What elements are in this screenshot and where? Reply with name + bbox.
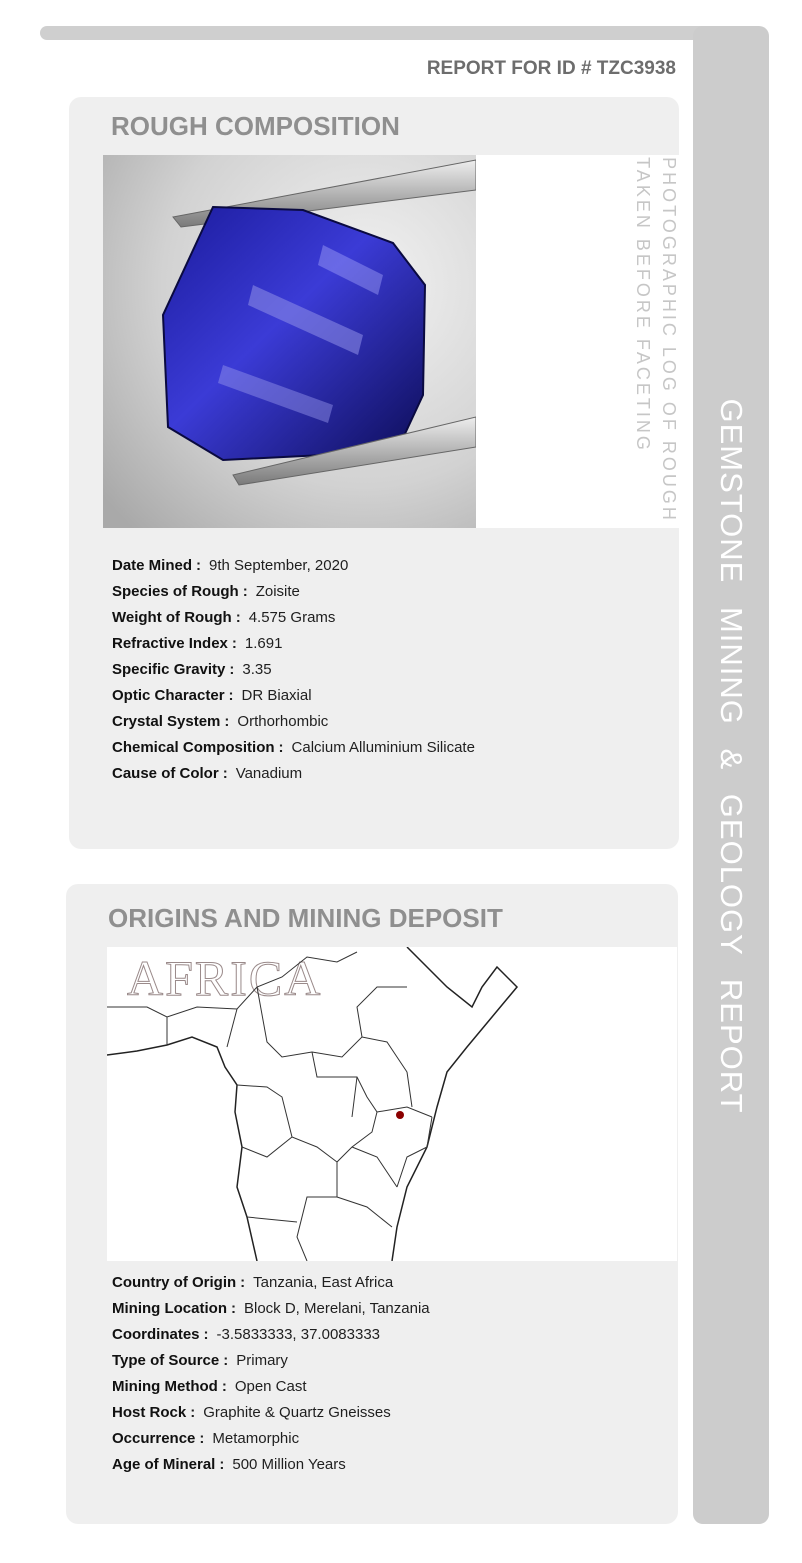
property-label: Species of Rough bbox=[112, 583, 239, 600]
property-value: 9th September, 2020 bbox=[209, 557, 349, 574]
property-value: Tanzania, East Africa bbox=[253, 1274, 394, 1291]
property-label: Weight of Rough bbox=[112, 609, 232, 626]
africa-map bbox=[107, 947, 677, 1261]
side-banner-title: GEMSTONE MINING & GEOLOGY REPORT bbox=[714, 398, 749, 1114]
property-value: Primary bbox=[236, 1352, 288, 1369]
property-value: Orthorhombic bbox=[237, 713, 329, 730]
property-row: Chemical Composition : Calcium Alluminium Silicate bbox=[112, 739, 475, 756]
property-value: Graphite & Quartz Gneisses bbox=[203, 1404, 391, 1421]
property-value: Metamorphic bbox=[212, 1430, 300, 1447]
property-value: 1.691 bbox=[244, 635, 283, 652]
property-row: Cause of Color : Vanadium bbox=[112, 765, 303, 782]
property-label: Country of Origin bbox=[112, 1274, 237, 1291]
property-value: Calcium Alluminium Silicate bbox=[291, 739, 475, 756]
property-row: Species of Rough : Zoisite bbox=[112, 583, 300, 600]
property-value: 4.575 Grams bbox=[248, 609, 336, 626]
origin-properties-list bbox=[112, 1270, 430, 1478]
map-label: AFRICA bbox=[127, 950, 323, 1006]
property-label: Specific Gravity bbox=[112, 661, 226, 678]
photo-caption bbox=[630, 157, 682, 523]
property-value: DR Biaxial bbox=[241, 687, 312, 704]
property-value: Vanadium bbox=[235, 765, 303, 782]
property-label: Refractive Index bbox=[112, 635, 228, 652]
property-value: -3.5833333, 37.0083333 bbox=[216, 1326, 380, 1343]
top-divider-bar bbox=[40, 26, 730, 40]
property-row: Crystal System : Orthorhombic bbox=[112, 713, 329, 730]
property-value: 500 Million Years bbox=[232, 1456, 346, 1473]
property-label: Type of Source bbox=[112, 1352, 220, 1369]
property-row: Specific Gravity : 3.35 bbox=[112, 661, 272, 678]
side-banner-title-wrap bbox=[693, 26, 769, 1524]
property-row: Occurrence : Metamorphic bbox=[112, 1430, 300, 1447]
property-label: Crystal System bbox=[112, 713, 221, 730]
property-row: Country of Origin : Tanzania, East Africa bbox=[112, 1274, 394, 1291]
property-value: Block D, Merelani, Tanzania bbox=[243, 1300, 430, 1317]
rough-composition-title: ROUGH COMPOSITION bbox=[111, 111, 400, 141]
property-row: Weight of Rough : 4.575 Grams bbox=[112, 609, 336, 626]
property-value: 3.35 bbox=[242, 661, 272, 678]
origins-title: ORIGINS AND MINING DEPOSIT bbox=[108, 903, 503, 933]
property-row: Age of Mineral : 500 Million Years bbox=[112, 1456, 346, 1473]
property-row: Mining Location : Block D, Merelani, Tanzania bbox=[112, 1300, 430, 1317]
property-label: Chemical Composition bbox=[112, 739, 275, 756]
property-value: Open Cast bbox=[234, 1378, 307, 1395]
property-label: Optic Character bbox=[112, 687, 225, 704]
photo-caption-line-1: PHOTOGRAPHIC LOG OF ROUGH bbox=[659, 157, 679, 523]
property-label: Mining Location bbox=[112, 1300, 227, 1317]
report-id: REPORT FOR ID # TZC3938 bbox=[426, 58, 676, 79]
property-label: Date Mined bbox=[112, 557, 193, 574]
property-row: Mining Method : Open Cast bbox=[112, 1378, 307, 1395]
property-label: Host Rock bbox=[112, 1404, 187, 1421]
property-label: Age of Mineral bbox=[112, 1456, 216, 1473]
property-label: Coordinates bbox=[112, 1326, 200, 1343]
property-row: Coordinates : -3.5833333, 37.0083333 bbox=[112, 1326, 380, 1343]
mining-location-marker bbox=[396, 1111, 404, 1119]
property-label: Occurrence bbox=[112, 1430, 196, 1447]
property-row: Date Mined : 9th September, 2020 bbox=[112, 557, 349, 574]
property-row: Host Rock : Graphite & Quartz Gneisses bbox=[112, 1404, 391, 1421]
photo-caption-line-2: TAKEN BEFORE FACETING bbox=[633, 157, 653, 453]
property-value: Zoisite bbox=[255, 583, 300, 600]
rough-properties-list bbox=[112, 553, 475, 787]
rough-gem-photo bbox=[103, 155, 476, 528]
property-row: Type of Source : Primary bbox=[112, 1352, 288, 1369]
property-label: Mining Method bbox=[112, 1378, 218, 1395]
property-row: Optic Character : DR Biaxial bbox=[112, 687, 312, 704]
property-label: Cause of Color bbox=[112, 765, 219, 782]
property-row: Refractive Index : 1.691 bbox=[112, 635, 283, 652]
